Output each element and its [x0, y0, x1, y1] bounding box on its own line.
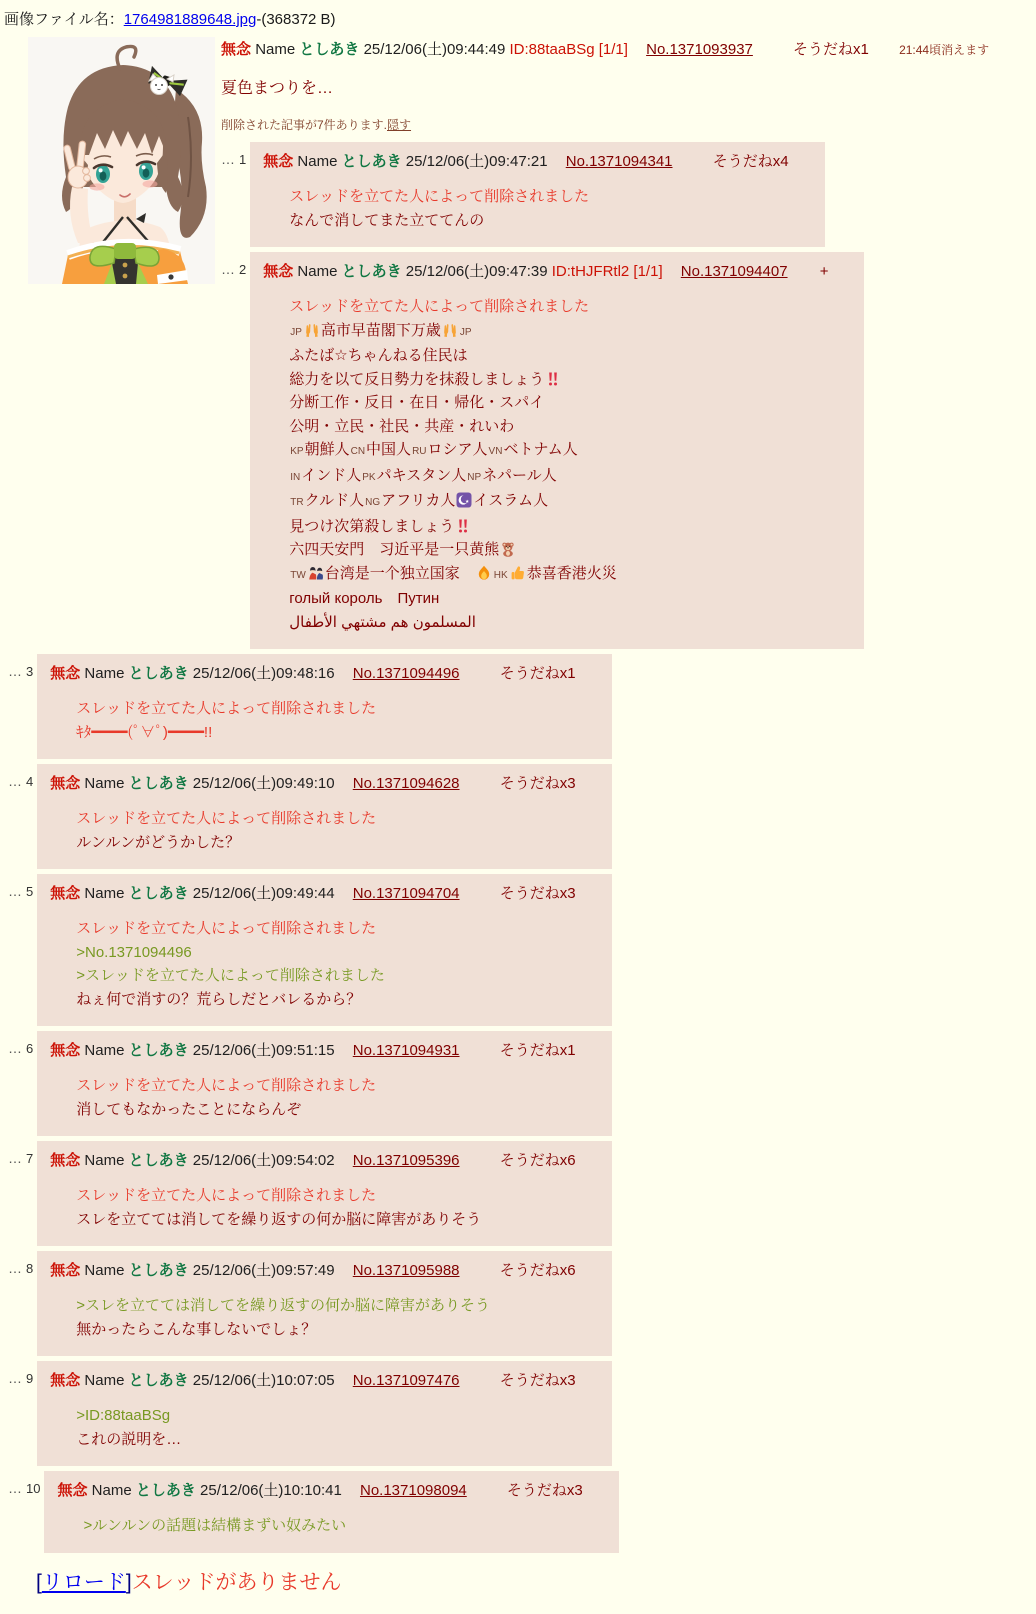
reply-prefix [8, 1361, 33, 1386]
country-code: VN [488, 446, 503, 457]
reply-body [76, 697, 575, 744]
post-datetime: 25/12/06(土)10:10:41 [200, 1482, 342, 1499]
post-datetime: 25/12/06(土)10:07:05 [192, 1372, 335, 1389]
reply-body [76, 917, 575, 1011]
reply-row [8, 874, 1036, 1026]
deleted-line: スレッドを立てた人によって削除されました [289, 298, 590, 315]
reply-header [50, 1370, 575, 1392]
body-line: ルンルンがどうかした？ [76, 833, 241, 851]
reply-header [50, 1040, 575, 1062]
reply-number: 9 [26, 1371, 34, 1386]
teddy-bear-icon [500, 541, 516, 557]
country-code: IN [290, 471, 301, 483]
reply-number: 8 [26, 1261, 34, 1276]
deleted-line: スレッドを立てた人によって削除されました [76, 920, 377, 937]
name-label: Name [84, 1372, 125, 1389]
reply-prefix [8, 764, 33, 789]
soudane-count[interactable]: そうだねx3 [499, 1372, 576, 1389]
deleted-notice-text: 削除された記事が7件あります. [221, 118, 388, 132]
country-code: RU [412, 446, 427, 457]
double-exclamation-icon [545, 371, 561, 387]
poster-name: としあき [128, 1042, 189, 1059]
reply-body [76, 1404, 575, 1451]
reply-row [8, 654, 1036, 759]
reply-header [50, 773, 575, 795]
raised-hands-icon [304, 322, 320, 338]
post-no-link[interactable]: No.1371098094 [359, 1482, 467, 1499]
post-id: ID:tHJFRtl2 [1/1] [551, 263, 663, 280]
reply-block [37, 874, 611, 1026]
body-line: 無かったらこんな事しないでしょ？ [76, 1320, 317, 1338]
soudane-count[interactable]: そうだねx1 [793, 41, 869, 58]
double-exclamation-icon [455, 518, 471, 534]
body-line: 消してもなかったことにならんぞ [76, 1100, 302, 1118]
reply-prefix [8, 1251, 33, 1276]
quote-line: >スレを立てては消してを繰り返すの何か脳に障害がありそう [76, 1297, 490, 1314]
body-line: 公明・立民・社民・共産・れいわ [289, 417, 515, 435]
munen-label: 無念 [50, 1372, 81, 1389]
op-body-text: 夏色まつりを… [221, 80, 334, 97]
munen-label: 無念 [263, 263, 294, 280]
name-label: Name [255, 41, 296, 58]
munen-label: 無念 [57, 1482, 88, 1499]
hide-link[interactable]: 隠す [387, 118, 412, 132]
thumbs-up-icon [510, 565, 526, 581]
reply-row [8, 1471, 1036, 1553]
reply-number: 7 [26, 1151, 34, 1166]
post-datetime: 25/12/06(土)09:47:21 [405, 153, 548, 170]
reply-menu-icon[interactable]: … [8, 773, 23, 789]
name-label: Name [297, 153, 338, 170]
body-line: ふたば☆ちゃんねる住民は [289, 347, 468, 364]
poster-name: としあき [128, 885, 189, 902]
reply-prefix [8, 1141, 33, 1166]
post-datetime: 25/12/06(土)09:49:44 [192, 885, 335, 902]
munen-label: 無念 [50, 1262, 81, 1279]
reply-header [57, 1480, 582, 1502]
country-code: HK [493, 569, 508, 581]
soudane-count[interactable]: そうだねx3 [506, 1482, 583, 1499]
soudane-count[interactable]: そうだねx6 [499, 1152, 576, 1169]
country-code: TW [290, 569, 306, 581]
munen-label: 無念 [50, 1152, 81, 1169]
deleted-line: スレッドを立てた人によって削除されました [76, 700, 377, 717]
body-line: 六四天安門 习近平是一只黄熊 [289, 538, 828, 562]
name-label: Name [84, 665, 125, 682]
quote-line: >No.1371094496 [76, 943, 192, 961]
replies-list [4, 142, 1036, 1553]
reply-header [263, 151, 788, 173]
reply-block [44, 1471, 618, 1553]
reply-body [76, 1074, 575, 1121]
body-line: 見つけ次第殺しましょう [289, 515, 828, 539]
raised-hands-icon [442, 322, 458, 338]
fire-icon [476, 565, 492, 581]
deleted-line: スレッドを立てた人によって削除されました [76, 1187, 377, 1204]
body-line: JP 高市早苗閣下万歳 JP [290, 321, 472, 339]
reply-menu-icon[interactable]: … [8, 883, 23, 899]
reply-row [8, 1141, 1036, 1246]
name-label: Name [84, 885, 125, 902]
expand-plus-button[interactable]: + [819, 263, 829, 280]
poster-name: としあき [128, 1262, 189, 1279]
file-label: 画像ファイル名： [4, 11, 124, 28]
post-datetime: 25/12/06(土)09:44:49 [363, 41, 506, 58]
soudane-count[interactable]: そうだねx6 [499, 1262, 576, 1279]
bracket-close: ] [125, 1570, 132, 1594]
reply-header [50, 1260, 575, 1282]
reply-number: 4 [26, 774, 34, 789]
deleted-line: スレッドを立てた人によって削除されました [289, 188, 590, 205]
filename-link[interactable]: 1764981889648.jpg [123, 11, 257, 28]
name-label: Name [91, 1482, 132, 1499]
soudane-count[interactable]: そうだねx1 [499, 665, 576, 682]
munen-label: 無念 [50, 1042, 81, 1059]
reply-number: 1 [239, 152, 247, 167]
munen-label: 無念 [50, 775, 81, 792]
poster-name: としあき [128, 1152, 189, 1169]
body-line: これの説明を… [76, 1430, 182, 1448]
file-size: -(368372 B) [256, 11, 336, 28]
reply-row [8, 252, 1036, 649]
poster-name: としあき [341, 263, 402, 280]
poster-name: としあき [128, 665, 189, 682]
poster-name: としあき [135, 1482, 196, 1499]
soudane-count[interactable]: そうだねx1 [499, 1042, 576, 1059]
reply-row [8, 1031, 1036, 1136]
reply-menu-icon[interactable]: … [8, 1480, 23, 1496]
post-no-link[interactable]: No.1371097476 [352, 1372, 460, 1389]
reply-block [250, 252, 864, 649]
thread-image[interactable] [28, 37, 215, 284]
quote-line: >ID:88taaBSg [76, 1407, 171, 1424]
reply-body [76, 1294, 575, 1341]
reply-menu-icon[interactable]: … [8, 1150, 23, 1166]
reply-header [50, 1150, 575, 1172]
post-no-link[interactable]: No.1371094628 [352, 775, 460, 792]
reply-number: 2 [239, 262, 247, 277]
deleted-line: スレッドを立てた人によって削除されました [76, 810, 377, 827]
reply-body [289, 185, 788, 232]
reply-body [76, 807, 575, 854]
reply-body [76, 1184, 575, 1231]
bracket-open: [ [36, 1570, 42, 1594]
soudane-count[interactable]: そうだねx3 [499, 885, 576, 902]
reply-number: 10 [26, 1481, 41, 1496]
body-line: المسلمون هم مشتهي الأطفال [289, 613, 476, 631]
munen-label: 無念 [50, 885, 81, 902]
name-label: Name [84, 775, 125, 792]
post-no-link[interactable]: No.1371095988 [352, 1262, 460, 1279]
reply-body [83, 1514, 582, 1538]
post-datetime: 25/12/06(土)09:51:15 [192, 1042, 335, 1059]
post-datetime: 25/12/06(土)09:48:16 [192, 665, 335, 682]
body-line: ｷﾀ━━━━(ﾟ∀ﾟ)━━━━!! [76, 723, 213, 741]
reply-row [8, 764, 1036, 869]
reply-menu-icon[interactable]: … [8, 1260, 23, 1276]
country-code: JP [290, 326, 302, 338]
soudane-count[interactable]: そうだねx4 [712, 153, 789, 170]
body-line: INインド人PKパキスタン人NPネパール人 [290, 466, 557, 484]
reply-row [8, 1251, 1036, 1356]
quote-line: >スレッドを立てた人によって削除されました [76, 967, 385, 984]
body-line: голый король Путин [289, 590, 440, 607]
post-no-link[interactable]: No.1371095396 [352, 1152, 460, 1169]
reply-header [263, 261, 828, 283]
country-code: PK [362, 471, 376, 483]
reply-header [50, 663, 575, 685]
reply-menu-icon[interactable]: … [221, 261, 236, 277]
reply-menu-icon[interactable]: … [8, 663, 23, 679]
post-no-link[interactable]: No.1371094407 [680, 263, 788, 280]
quote-line: >ルンルンの話題は結構まずい奴みたい [83, 1517, 347, 1534]
name-label: Name [84, 1042, 125, 1059]
reply-block [250, 142, 824, 247]
post-datetime: 25/12/06(土)09:47:39 [405, 263, 548, 280]
reply-block [37, 1251, 611, 1356]
reply-prefix [221, 252, 246, 277]
reply-block [37, 1361, 611, 1466]
japanese-dolls-icon [308, 565, 324, 581]
reload-link[interactable]: リロード [41, 1570, 126, 1594]
body-line: TW 台湾是一个独立国家 HK 恭喜香港火災 [290, 564, 617, 582]
country-code: NG [365, 497, 381, 508]
post-no-link[interactable]: No.1371094931 [352, 1042, 460, 1059]
post-id-page: [1/1] [598, 41, 628, 58]
country-code: JP [459, 326, 472, 338]
post-datetime: 25/12/06(土)09:54:02 [192, 1152, 335, 1169]
munen-label: 無念 [221, 41, 252, 58]
body-line: TRクルド人NGアフリカ人 イスラム人 [290, 492, 549, 509]
reply-header [50, 883, 575, 905]
name-label: Name [84, 1262, 125, 1279]
expire-time: 21:44頃消えます [899, 43, 990, 57]
country-code: CN [350, 446, 366, 457]
reply-prefix [221, 142, 246, 167]
body-line: なんで消してまた立ててんの [289, 211, 485, 229]
reply-body [289, 295, 828, 634]
reply-number: 3 [26, 664, 34, 679]
munen-label: 無念 [50, 665, 81, 682]
poster-name: としあき [128, 775, 189, 792]
country-code: TR [290, 497, 304, 508]
post-no-link[interactable]: No.1371093937 [646, 41, 753, 58]
reply-prefix [8, 1471, 40, 1496]
post-datetime: 25/12/06(土)09:49:10 [192, 775, 335, 792]
poster-name: としあき [299, 41, 360, 58]
post-datetime: 25/12/06(土)09:57:49 [192, 1262, 335, 1279]
reply-number: 5 [26, 884, 34, 899]
reply-menu-icon[interactable]: … [221, 151, 236, 167]
reply-block [37, 764, 611, 869]
poster-name: としあき [341, 153, 402, 170]
anime-girl-illustration [28, 37, 215, 284]
reply-block [37, 654, 611, 759]
reply-menu-icon[interactable]: … [8, 1370, 23, 1386]
poster-name: としあき [128, 1372, 189, 1389]
footer-bar [36, 1570, 1036, 1596]
post-no-link[interactable]: No.1371094496 [352, 665, 460, 682]
thread-status: スレッドがありません [131, 1570, 342, 1594]
reply-number: 6 [26, 1041, 34, 1056]
soudane-count[interactable]: そうだねx3 [499, 775, 576, 792]
post-no-link[interactable]: No.1371094341 [565, 153, 673, 170]
name-label: Name [84, 1152, 125, 1169]
country-code: NP [467, 471, 482, 483]
star-and-crescent-icon [456, 492, 472, 508]
body-line: KP朝鮮人CN中国人RUロシア人VNベトナム人 [290, 441, 578, 458]
file-info-line [4, 8, 1036, 29]
country-code: KP [290, 446, 304, 457]
name-label: Name [297, 263, 338, 280]
reply-prefix [8, 654, 33, 679]
reply-prefix [8, 874, 33, 899]
body-line: 総力を以て反日勢力を抹殺しましょう [289, 368, 828, 392]
post-no-link[interactable]: No.1371094704 [352, 885, 460, 902]
body-line: 分断工作・反日・在日・帰化・スパイ [289, 394, 545, 411]
munen-label: 無念 [263, 153, 294, 170]
reply-menu-icon[interactable]: … [8, 1040, 23, 1056]
reply-block [37, 1141, 611, 1246]
body-line: ねぇ何で消すの？荒らしだとバレるから？ [76, 990, 362, 1008]
reply-block [37, 1031, 611, 1136]
post-id: ID:88taaBSg [509, 41, 595, 58]
reply-prefix [8, 1031, 33, 1056]
deleted-line: スレッドを立てた人によって削除されました [76, 1077, 377, 1094]
body-line: スレを立てては消してを繰り返すの何か脳に障害がありそう [76, 1210, 482, 1228]
reply-row [8, 1361, 1036, 1466]
